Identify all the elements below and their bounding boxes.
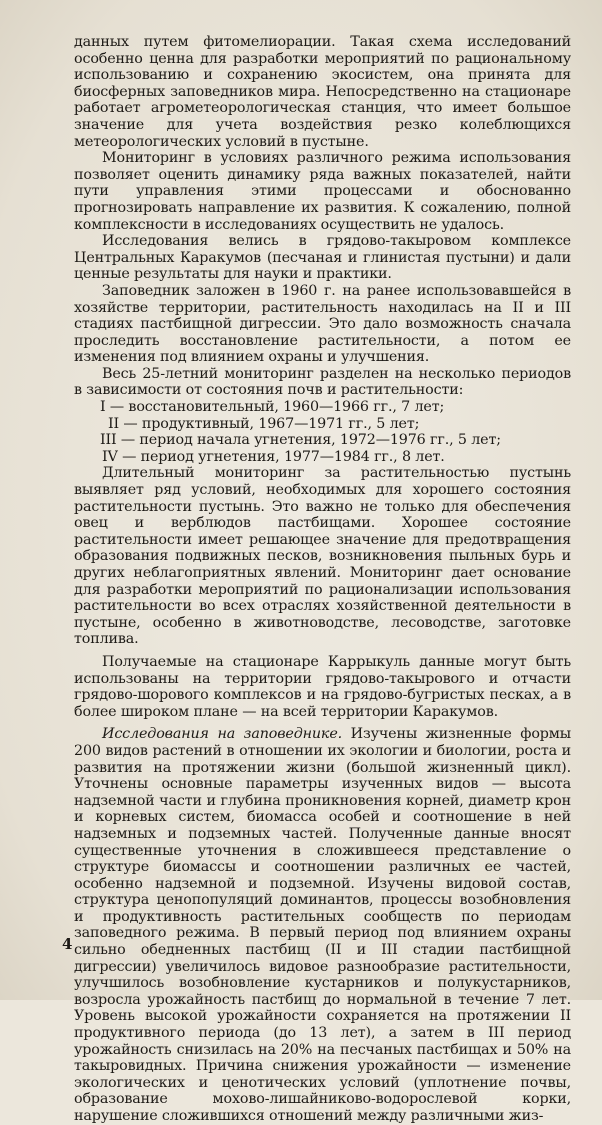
paragraph-7: Получаемые на стационаре Каррыкуль данные могут быть использованы на территории грядово-такырового и отчасти грядово-шорового комплексов и на грядово-бугристых песках, а в более широком плане — на всей территории Каракумов. bbox=[74, 653, 571, 720]
paragraph-2: Мониторинг в условиях различного режима использования позволяет оценить динамику ряда важных показателей, найти пути управления этими процессами и обоснованно прогнозировать направление их развития. К сожалению, полной комплексности в исследованиях осуществить не удалось. bbox=[74, 150, 571, 233]
period-item-1: I — восстановительный, 1960—1966 гг., 7 лет; bbox=[100, 399, 445, 416]
paragraph-8 bbox=[74, 726, 571, 1124]
periods-list bbox=[74, 399, 571, 465]
text-column bbox=[74, 34, 571, 1125]
period-item-4: IV — период угнетения, 1977—1984 гг., 8 лет. bbox=[102, 448, 445, 465]
period-item-2: II — продуктивный, 1967—1971 гг., 5 лет; bbox=[108, 415, 420, 432]
paragraph-1: данных путем фитомелиорации. Такая схема исследований особенно ценна для разработки мероприятий по рациональному использованию и сохранению экосистем, она принята для биосферных заповедников мира. Непосредственно на стационаре работает агрометеорологическая станция, что имеет большое значение для учета воздействия резко колеблющихся метеорологических условий в пустыне. bbox=[74, 34, 571, 150]
paragraph-6: Длительный мониторинг за растительностью пустынь выявляет ряд условий, необходимых для хорошего состояния растительности пустынь. Это важно не только для обеспечения овец и верблюдов пастбищами. Хорошее состояние растительности имеет решающее значение для предотвращения образования подвижных песков, возникновения пыльных бурь и других неблагоприятных явлений. Мониторинг дает основание для разработки мероприятий по рационализации использования растительности во всех отраслях хозяйственной деятельности в пустыне, особенно в животноводстве, лесоводстве, заготовке топлива. bbox=[74, 465, 571, 648]
page-number: 4 bbox=[62, 935, 73, 953]
paragraph-3: Исследования велись в грядово-такыровом комплексе Центральных Каракумов (песчаная и глинистая пустыни) и дали ценные результаты для науки и практики. bbox=[74, 233, 571, 283]
period-item-3: III — период начала угнетения, 1972—1976 гг., 5 лет; bbox=[100, 432, 501, 449]
paragraph-5: Весь 25-летний мониторинг разделен на несколько периодов в зависимости от состояния почв и растительности: bbox=[74, 365, 571, 399]
paragraph-4: Заповедник заложен в 1960 г. на ранее использовавшейся в хозяйстве территории, растительность находилась на II и III стадиях пастбищной дигрессии. Это дало возможность сначала проследить восстановление растительности, а потом ее изменения под влиянием охраны и улучшения. bbox=[74, 282, 571, 366]
section-text: Изучены жизненные формы 200 видов растений в отношении их экологии и биологии, роста и развития на протяжении жизни (большой жизненный цикл). Уточнены основные параметры изученных видов — высота надземной части и глубина проникновения корней, диаметр крон и корневых систем, биомасса особей и соотношение в ней надземных и подземных частей. Полученные данные вносят существенные уточнения в сложившееся представление о структуре биомассы и соотношении различных ее частей, особенно надземной и подземной. Изучены видовой состав, структура ценопопуляций доминантов, процессы возобновления и продуктивность растительных сообществ по периодам заповедного режима. В первый период под влиянием охраны сильно обедненных пастбищ (II и III стадии пастбищной дигрессии) увеличилось видовое разнообразие растительности, улучшилось возобновление кустарников и полукустарников, возросла урожайность пастбищ до нормальной в течение 7 лет. Уровень высокой урожайности сохраняется на протяжении II продуктивного периода (до 13 лет), а затем в III период урожайность снизилась на 20% на песчаных пастбищах и 50% на такыровидных. Причина снижения урожайности — изменение экологических и ценотических условий (уплотнение почвы, образование мохово-лишайниково-водорослевой корки, нарушение сложившихся отношений между различными жиз- bbox=[74, 726, 571, 1124]
section-heading: Исследования на заповеднике. bbox=[102, 726, 343, 743]
